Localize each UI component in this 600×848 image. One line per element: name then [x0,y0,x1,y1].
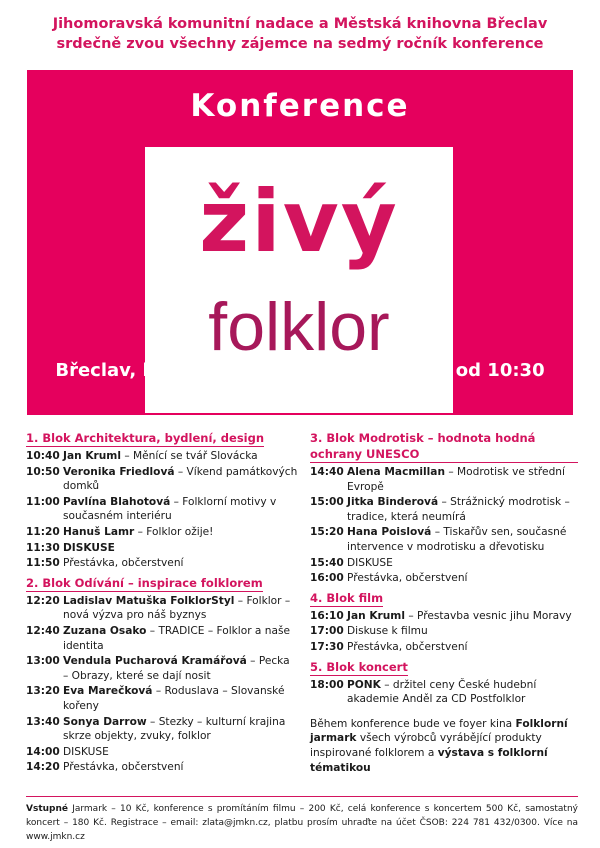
speaker-name: Jitka Binderová [347,496,439,509]
banner-title: Konference [190,88,410,124]
program-item-time: 12:40 [26,624,60,637]
program-item-text: Alena Macmillan – Modrotisk ve střední Evropě [347,466,565,493]
speaker-name: DISKUSE [63,541,115,554]
program-item-time: 15:00 [310,496,344,509]
program-item-time: 14:20 [26,761,60,774]
program-item-text: Sonya Darrow – Stezky – kulturní krajina skrze objekty, zvuky, folklor [63,715,286,743]
program-item [26,449,298,464]
footer-admission [26,796,578,844]
program-item-text: Jan Kruml – Přestavba vesnic jihu Moravy [347,609,572,622]
program-item-text: Přestávka, občerstvení [347,640,468,653]
program-item-text: PONK – držitel ceny České hudební akademie Anděl za CD Postfolklor [347,678,537,706]
speaker-name: Ladislav Matuška FolklorStyl [63,594,235,607]
program-item-text: Hanuš Lamr – Folklor ožije! [63,525,214,538]
program-item [26,624,298,653]
program-item-time: 13:00 [26,655,60,668]
footer-label: Vstupné [26,804,68,814]
program-item [26,556,298,571]
block-5-list [310,678,578,707]
program-item [310,609,578,624]
program-item-text: Vendula Pucharová Kramářová – Pecka – Obrazy, které se dají nosit [63,655,290,682]
speaker-name: Jan Kruml [347,609,405,622]
program-item [310,640,578,655]
program-item-text [63,541,298,556]
program-item-text: Zuzana Osako – TRADICE – Folklor a naše identita [63,624,291,652]
block-2-list [26,594,298,775]
event-place-date: Břeclav, kino Koruna, pátek 29. března od 10:30 [55,360,545,381]
program-item-time: 11:30 [26,541,60,554]
speaker-name: PONK [347,678,381,691]
program-item-text: Pavlína Blahotová – Folklorní motivy v současném interiéru [63,495,277,523]
program-item-time: 16:00 [310,572,344,585]
intro-line-1: Jihomoravská komunitní nadace a Městská knihovna Břeclav [52,16,548,32]
program-item-time: 14:00 [26,745,60,758]
speaker-name: Pavlína Blahotová [63,495,171,508]
program-item [26,715,298,744]
speaker-name: Zuzana Osako [63,624,147,637]
program-item-text: Ladislav Matuška FolklorStyl – Folklor – nová výzva pro náš byznys [63,594,291,622]
program-item-time: 17:30 [310,640,344,653]
logo-live-text: živý [199,172,399,272]
program-item-time: 15:20 [310,526,344,539]
program-item [310,571,578,586]
speaker-name: Vendula Pucharová Kramářová [63,655,247,668]
speaker-name: Alena Macmillan [347,466,445,478]
program-item [26,760,298,775]
program-item-time: 14:40 [310,466,344,478]
program-item-text: Přestávka, občerstvení [63,557,184,570]
program-item-time: 11:00 [26,495,60,508]
conference-banner [27,70,573,415]
program-item-text: Přestávka, občerstvení [347,572,468,585]
program-item-time: 13:40 [26,715,60,728]
speaker-name: Jan Kruml [63,450,121,462]
program-item-time: 16:10 [310,609,344,622]
program-item-time: 11:50 [26,557,60,570]
speaker-name: Veronika Friedlová [63,465,175,478]
block-1-title: 1. Blok Architektura, bydlení, design [26,431,265,445]
program-item-time: 12:20 [26,594,60,607]
speaker-name: Hana Poislová [347,526,432,539]
program-item [26,465,298,494]
program-item-time: 11:20 [26,525,60,538]
program-item [310,678,578,707]
program-item [26,684,298,713]
program-item [310,495,578,524]
program-item-text: DISKUSE [347,556,393,569]
block-2-title: 2. Blok Odívání – inspirace folklorem [26,575,263,590]
program-item-text: Jitka Binderová – Strážnický modrotisk – tradice, která neumírá [347,496,570,523]
program-item-text: Hana Poislová – Tiskařův sen, současné intervence v modrotisku a dřevotisku [347,526,567,553]
block-1-list [26,449,298,571]
program-item [310,556,578,571]
program-item-text: DISKUSE [63,745,109,758]
program-item [310,465,578,494]
speaker-name: Hanuš Lamr [63,525,135,538]
speaker-name: Eva Marečková [63,685,153,698]
logo-folklor-text: folklor [208,289,390,365]
program-item-text: Veronika Friedlová – Víkend památkových domků [63,465,298,493]
program-item [26,495,298,524]
intro-text [0,14,600,54]
block-4-title: 4. Blok film [310,590,384,605]
program-item-time: 13:20 [26,685,60,698]
block-3-list [310,465,578,586]
program-item-text: Přestávka, občerstvení [63,761,184,774]
program-item-time: 10:50 [26,465,60,478]
program-item [26,594,298,623]
program-item-time: 15:40 [310,556,344,569]
program-item-time: 18:00 [310,678,344,691]
program-right-column [310,430,578,775]
fair-note: Během konference bude ve foyer kina Folklorní jarmark všech výrobců vyrábějící produkty inspirované folklorem a výstava s folklorní tématikou [310,717,568,774]
block-5-title: 5. Blok koncert [310,659,408,674]
program-item-text: Jan Kruml – Měnící se tvář Slovácka [63,450,258,462]
program-item-text: Diskuse k filmu [347,625,428,638]
block-3-title: 3. Blok Modrotisk – hodnota hodná ochrany UNESCO [310,430,578,463]
program-item-time: 17:00 [310,625,344,638]
program-left-column [26,430,298,776]
program-item [310,624,578,639]
program-item [26,541,298,556]
program-item [26,654,298,683]
footer-text: Jarmark – 10 Kč, konference s promítáním filmu – 200 Kč, celá konference s koncertem 500 Kč, samostatný koncert – 180 Kč. Registrace – email: zlata@jmkn.cz, platbu prosím uhraďte na účet ČSOB: 224 781 432/0300. Více na www.jmkn.cz [26,804,578,842]
intro-line-2: srdečně zvou všechny zájemce na sedmý ročník konference [56,36,544,52]
program-item [310,525,578,554]
program-item [26,745,298,760]
block-4-list [310,609,578,655]
program-item-time: 10:40 [26,450,60,462]
speaker-name: Sonya Darrow [63,715,147,728]
program-item [26,525,298,540]
program-item-text: Eva Marečková – Roduslava – Slovanské kořeny [63,685,285,712]
